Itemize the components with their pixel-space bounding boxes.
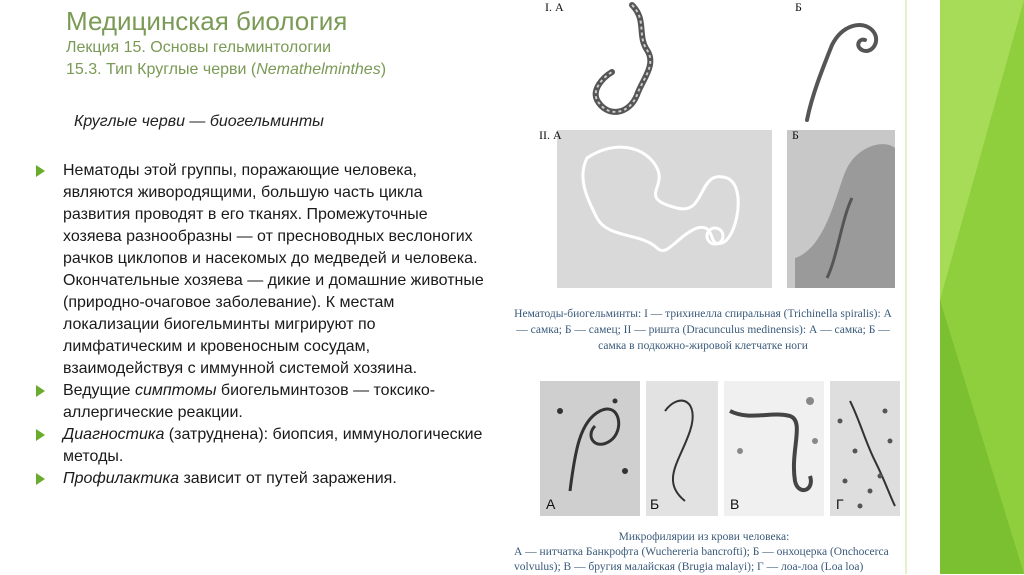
figure2-label-b: Б: [650, 496, 660, 512]
figure2-panels: [540, 381, 900, 516]
bullet-item: [36, 160, 486, 380]
accent-facet-top: [940, 0, 1024, 300]
bullet-item: [36, 468, 486, 490]
bullet-text-pre: Ведущие: [63, 382, 135, 399]
bullet-item: [36, 380, 486, 424]
bullet-text-em: симптомы: [135, 382, 217, 399]
bullet-item: [36, 424, 486, 468]
figure2-caption: [514, 530, 894, 575]
figure1-row1-label-left: I. А: [545, 0, 564, 14]
title-section: [66, 59, 536, 81]
subtitle: Круглые черви — биогельминты: [74, 113, 324, 130]
title-main: Медицинская биология: [66, 6, 348, 36]
bullet-text-post: (затруднена): биопсия, иммунологические методы.: [63, 426, 483, 465]
figure1-row2: [537, 128, 897, 290]
bullet-text-em: Диагностика: [63, 426, 165, 443]
bullet-list: [36, 160, 486, 490]
slide-title: [66, 5, 536, 81]
bullet-arrow-icon: [36, 429, 45, 441]
figure1-row2-label-right: Б: [792, 128, 799, 142]
figure1-row2-label-left: II. А: [539, 128, 562, 142]
bullet-arrow-icon: [36, 473, 45, 485]
accent-facet-bottom: [940, 300, 1024, 574]
figure2-label-g: Г: [836, 496, 844, 512]
figure2-caption-head: Микрофилярии из крови человека:: [618, 531, 790, 543]
dracunculus-illustration: [537, 128, 897, 290]
bullet-text: Нематоды этой группы, поражающие человека, являются живородящими, большую часть цикла развития проводят в его тканях. Промежуточные хозяева разнообразны — от пресноводных веслоногих рачков циклопов и насекомых до медведей и человека. Окончательные хозяева — дикие и домашние животные (природно-очаговое заболевание). К местам локализации биогельминты мигрируют по лимфатическим и кровеносным сосудам, взаимодействуя с иммунной системой хозяина.: [63, 162, 484, 377]
bullet-arrow-icon: [36, 385, 45, 397]
figure2-label-a: А: [546, 496, 556, 512]
figure2-caption-body: А — нитчатка Банкрофта (Wuchereria bancrofti); Б — онхоцерка (Onchocerca volvulus); В — бругия малайская (Brugia malayi); Г — лоа-лоа (Loa loa): [514, 546, 889, 573]
title-lecture: Лекция 15. Основы гельминтологии: [66, 39, 332, 56]
title-section-suffix: ): [380, 61, 387, 78]
trichinella-illustration: [537, 0, 897, 125]
figure1-row1-label-right: Б: [795, 0, 802, 14]
figure1-caption: Нематоды-биогельминты: I — трихинелла спиральная (Trichinella spiralis): А — самка; Б — самец; II — ришта (Dracunculus medinensis): А — самка; Б — самка в подкожно-жировой клетчатке ноги: [514, 308, 892, 352]
microfilariae-illustration: [540, 381, 900, 516]
title-section-latin: Nemathelminthes: [256, 61, 381, 78]
figure1-row1: [537, 0, 897, 125]
decorative-line: [905, 0, 907, 574]
bullet-text-em: Профилактика: [63, 470, 179, 487]
bullet-text-post: зависит от путей заражения.: [179, 470, 397, 487]
bullet-text-post: биогельминтозов — токсико-аллергические реакции.: [63, 382, 436, 421]
bullet-arrow-icon: [36, 165, 45, 177]
figure2-label-v: В: [730, 496, 740, 512]
title-section-prefix: 15.3. Тип Круглые черви (: [66, 61, 257, 78]
